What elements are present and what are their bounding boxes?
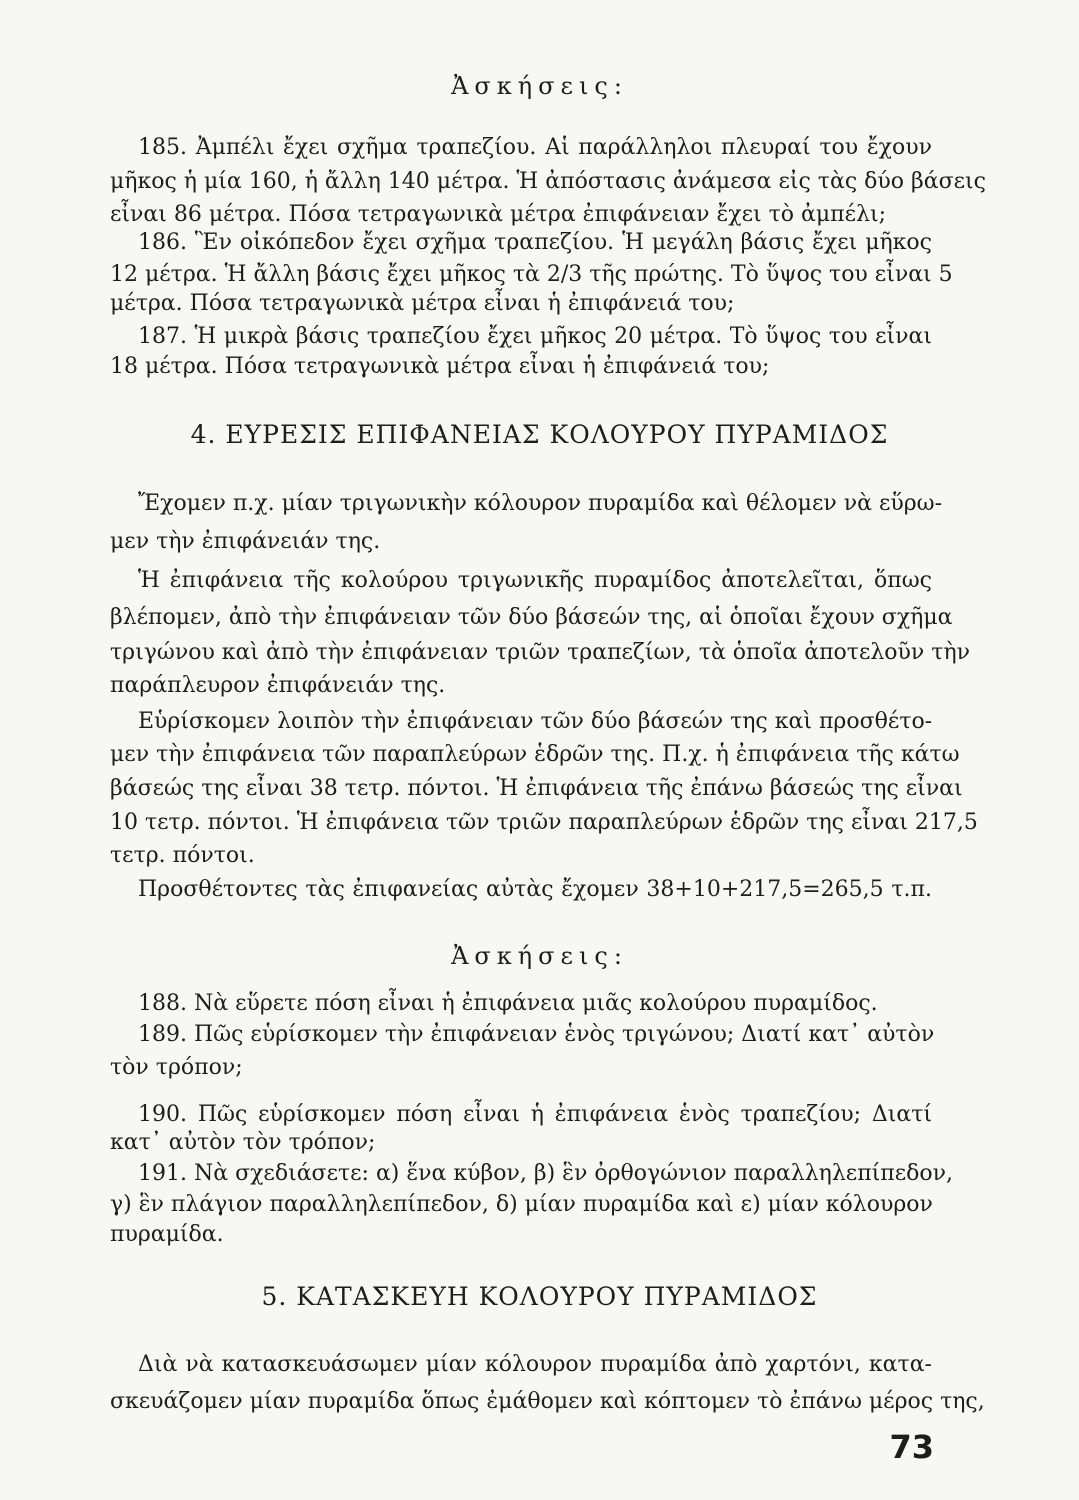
text-line: μεν τὴν ἐπιφάνεια τῶν παραπλεύρων ἑδρῶν της. Π.χ. ἡ ἐπιφάνεια τῆς κάτω [110, 742, 960, 767]
text-line: τετρ. πόντοι. [110, 843, 255, 868]
text-line: μεν τὴν ἐπιφάνειάν της. [110, 529, 381, 554]
text-line: μῆκος ἡ μία 160, ἡ ἄλλη 140 μέτρα. Ἡ ἀπόστασις ἀνάμεσα εἰς τὰς δύο βάσεις [110, 169, 986, 194]
section-5-title: 5. ΚΑΤΑΣΚΕΥΗ ΚΟΛΟΥΡΟΥ ΠΥΡΑΜΙΔΟΣ [261, 1282, 818, 1311]
text-line: βλέπομεν, ἀπὸ τὴν ἐπιφάνειαν τῶν δύο βάσεών της, αἱ ὁποῖαι ἔχουν σχῆμα [110, 605, 953, 630]
text-line: Ἔχομεν π.χ. μίαν τριγωνικὴν κόλουρον πυραμίδα καὶ θέλομεν νὰ εὕρω- [138, 491, 943, 516]
text-line: πυραμίδα. [110, 1222, 224, 1247]
text-line: Διὰ νὰ κατασκευάσωμεν μίαν κόλουρον πυραμίδα ἀπὸ χαρτόνι, κατα- [138, 1352, 932, 1377]
text-line: 189. Πῶς εὑρίσκομεν τὴν ἐπιφάνειαν ἑνὸς τριγώνου; Διατί κατ᾽ αὐτὸν [138, 1022, 935, 1047]
text-line: παράπλευρον ἐπιφάνειάν της. [110, 673, 446, 698]
text-line: 187. Ἡ μικρὰ βάσις τραπεζίου ἔχει μῆκος 20 μέτρα. Τὸ ὕψος του εἶναι [138, 324, 932, 349]
section-4-title: 4. ΕΥΡΕΣΙΣ ΕΠΙΦΑΝΕΙΑΣ ΚΟΛΟΥΡΟΥ ΠΥΡΑΜΙΔΟΣ [190, 420, 889, 449]
text-line: τὸν τρόπον; [110, 1055, 243, 1080]
text-line: κατ᾽ αὐτὸν τὸν τρόπον; [110, 1130, 376, 1155]
text-line: τριγώνου καὶ ἀπὸ τὴν ἐπιφάνειαν τριῶν τραπεζίων, τὰ ὁποῖα ἀποτελοῦν τὴν [110, 640, 971, 665]
text-line: σκευάζομεν μίαν πυραμίδα ὅπως ἐμάθομεν καὶ κόπτομεν τὸ ἐπάνω μέρος της, [110, 1389, 985, 1414]
text-line: Ἡ ἐπιφάνεια τῆς κολούρου τριγωνικῆς πυραμίδος ἀποτελεῖται, ὅπως [138, 568, 932, 593]
text-line: εἶναι 86 μέτρα. Πόσα τετραγωνικὰ μέτρα ἐπιφάνειαν ἔχει τὸ ἀμπέλι; [110, 202, 886, 227]
exercises-heading-2: Ἀσκήσεις: [451, 942, 628, 970]
text-line: μέτρα. Πόσα τετραγωνικὰ μέτρα εἶναι ἡ ἐπιφάνειά του; [110, 291, 735, 316]
text-line: 188. Νὰ εὕρετε πόση εἶναι ἡ ἐπιφάνεια μιᾶς κολούρου πυραμίδος. [138, 991, 878, 1016]
text-line: γ) ἓν πλάγιον παραλληλεπίπεδον, δ) μίαν πυραμίδα καὶ ε) μίαν κόλουρον [110, 1192, 933, 1217]
text-line: Εὑρίσκομεν λοιπὸν τὴν ἐπιφάνειαν τῶν δύο βάσεών της καὶ προσθέτο- [138, 709, 933, 734]
text-line: 190. Πῶς εὑρίσκομεν πόση εἶναι ἡ ἐπιφάνεια ἑνὸς τραπεζίου; Διατί [138, 1102, 932, 1127]
text-line: Προσθέτοντες τὰς ἐπιφανείας αὐτὰς ἔχομεν 38+10+217,5=265,5 τ.π. [138, 877, 932, 902]
text-line: βάσεώς της εἶναι 38 τετρ. πόντοι. Ἡ ἐπιφάνεια τῆς ἐπάνω βάσεώς της εἶναι [110, 776, 963, 801]
text-line: 191. Νὰ σχεδιάσετε: α) ἕνα κύβον, β) ἓν ὀρθογώνιον παραλληλεπίπεδον, [138, 1161, 953, 1186]
page-number: 73 [889, 1428, 934, 1466]
text-line: 186. Ἓν οἰκόπεδον ἔχει σχῆμα τραπεζίου. Ἡ μεγάλη βάσις ἔχει μῆκος [138, 230, 932, 255]
text-line: 18 μέτρα. Πόσα τετραγωνικὰ μέτρα εἶναι ἡ ἐπιφάνειά του; [110, 354, 770, 379]
text-line: 185. Ἀμπέλι ἔχει σχῆμα τραπεζίου. Αἱ παράλληλοι πλευραί του ἔχουν [138, 135, 932, 160]
exercises-heading: Ἀσκήσεις: [451, 72, 628, 100]
text-line: 12 μέτρα. Ἡ ἄλλη βάσις ἔχει μῆκος τὰ 2/3 τῆς πρώτης. Τὸ ὕψος του εἶναι 5 [110, 262, 953, 287]
text-line: 10 τετρ. πόντοι. Ἡ ἐπιφάνεια τῶν τριῶν παραπλεύρων ἑδρῶν της εἶναι 217,5 [110, 810, 978, 835]
